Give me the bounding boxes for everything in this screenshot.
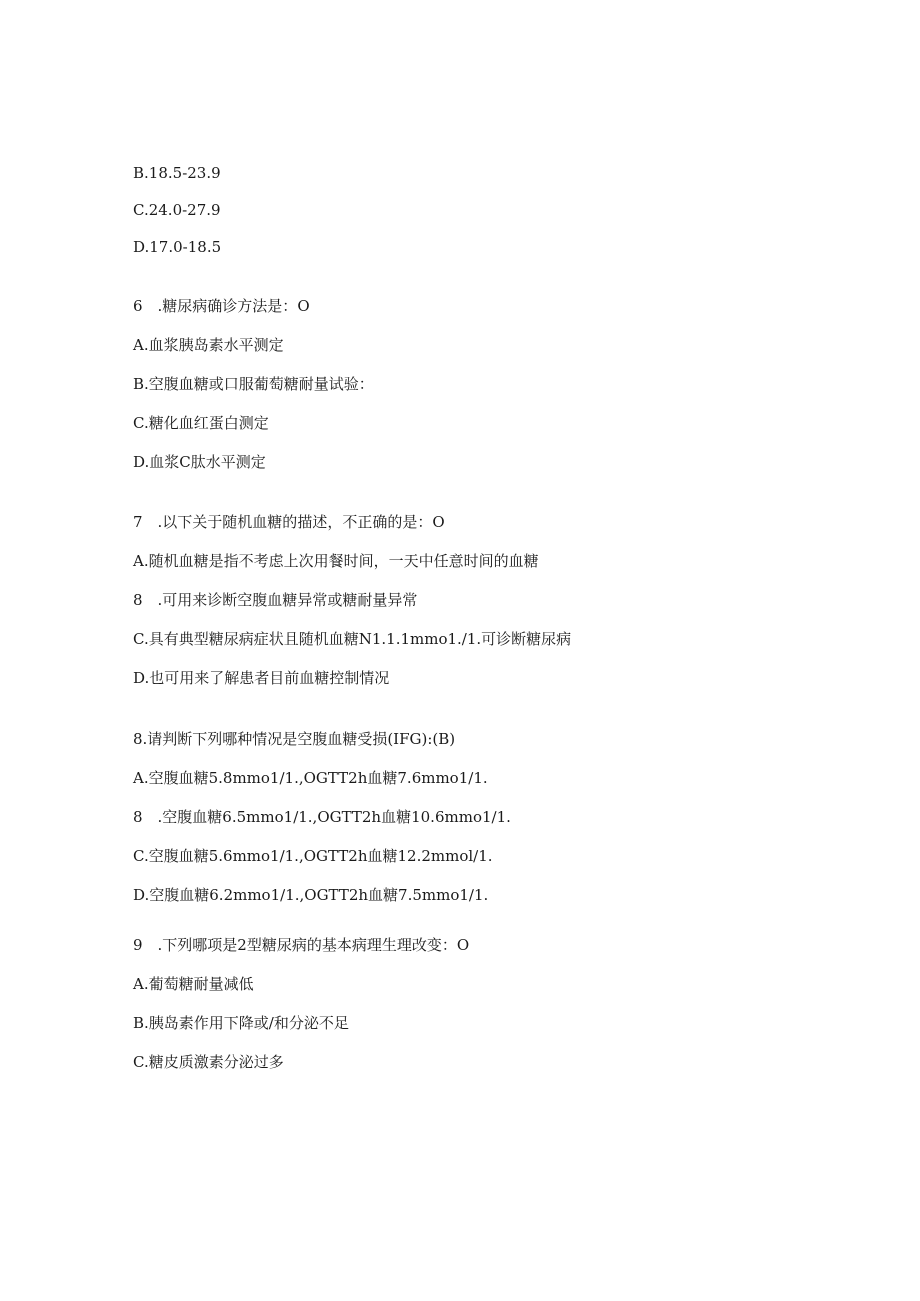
question-8-option-b: 8 .空腹血糖6.5mmo1∕1.,OGTT2h血糖10.6mmo1∕1. [133,808,511,826]
question-9: 9 .下列哪项是2型糖尿病的基本病理生理改变：O [133,936,470,954]
question-6-option-a: A.血浆胰岛素水平测定 [133,336,284,354]
option-d-bmi-range: D.17.0-18.5 [133,238,222,256]
question-8: 8.请判断下列哪种情况是空腹血糖受损(IFG):(B) [133,730,456,748]
question-6-option-b: B.空腹血糖或口服葡萄糖耐量试验： [133,375,374,393]
question-6-option-d: D.血浆C肽水平测定 [133,453,266,471]
question-8-option-a: A.空腹血糖5.8mmo1∕1.,OGTT2h血糖7.6mmo1∕1. [133,769,488,787]
question-9-option-a: A.葡萄糖耐量减低 [133,975,254,993]
question-8-option-c: C.空腹血糖5.6mmo1∕1.,OGTT2h血糖12.2mmol∕1. [133,847,493,865]
question-9-option-b: B.胰岛素作用下降或/和分泌不足 [133,1014,349,1032]
question-7-option-c: C.具有典型糖尿病症状且随机血糖N1.1.1mmo1./1.可诊断糖尿病 [133,630,572,648]
question-6-option-c: C.糖化血红蛋白测定 [133,414,269,432]
question-9-option-c: C.糖皮质激素分泌过多 [133,1053,284,1071]
question-8-option-d: D.空腹血糖6.2mmo1∕1.,OGTT2h血糖7.5mmo1∕1. [133,886,489,904]
option-b-bmi-range: B.18.5-23.9 [133,164,221,182]
question-7: 7 .以下关于随机血糖的描述，不正确的是：O [133,513,445,531]
question-7-option-d: D.也可用来了解患者目前血糖控制情况 [133,669,390,687]
option-c-bmi-range: C.24.0-27.9 [133,201,221,219]
question-7-option-a: A.随机血糖是指不考虑上次用餐时间，一天中任意时间的血糖 [133,552,539,570]
question-6: 6 .糖尿病确诊方法是：O [133,297,310,315]
question-7-option-b: 8 .可用来诊断空腹血糖异常或糖耐量异常 [133,591,418,609]
